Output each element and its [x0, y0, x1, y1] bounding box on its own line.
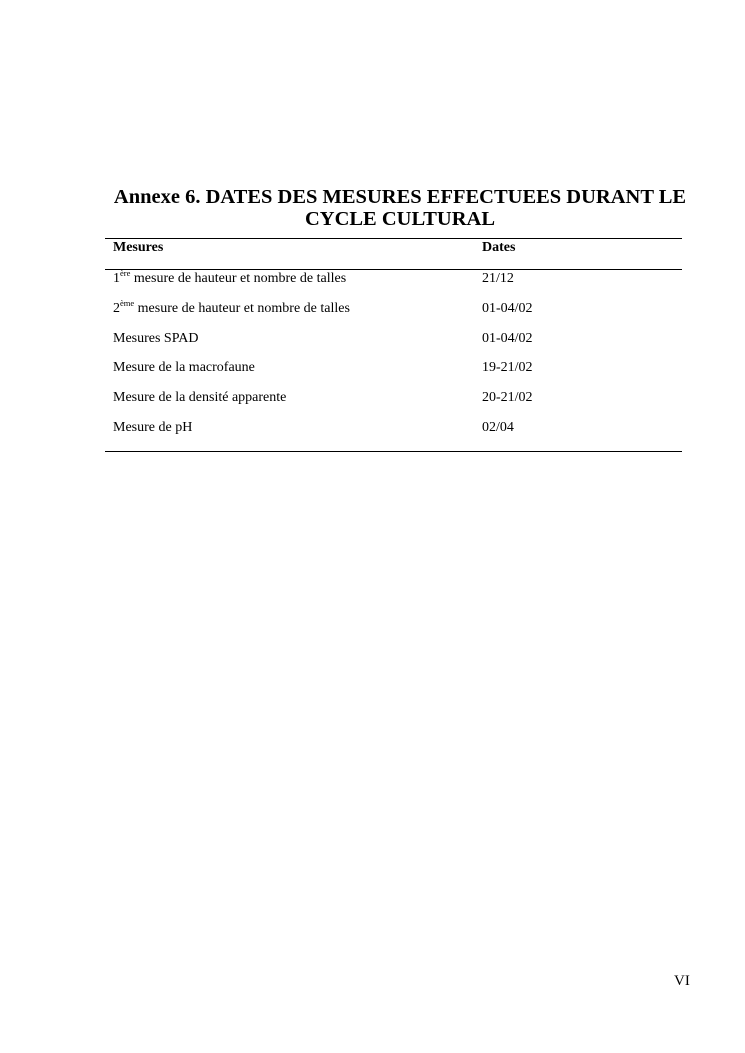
measure-cell: Mesures SPAD [113, 330, 199, 346]
measure-cell: Mesure de pH [113, 419, 193, 435]
table-row [105, 389, 682, 419]
measure-cell: Mesure de la macrofaune [113, 360, 255, 376]
table-row [105, 330, 682, 360]
measure-prefix: 1 [113, 271, 120, 286]
annex-title-line-2: CYCLE CULTURAL [304, 208, 496, 230]
header-dates: Dates [482, 240, 516, 255]
measure-text: mesure de hauteur et nombre de talles [130, 271, 347, 286]
measure-cell [113, 297, 350, 317]
date-cell: 21/12 [482, 271, 514, 286]
measure-superscript: ère [120, 268, 131, 278]
table-header-row [105, 239, 682, 270]
measure-text: mesure de hauteur et nombre de talles [134, 300, 350, 316]
date-cell: 01-04/02 [482, 330, 533, 346]
date-cell: 01-04/02 [482, 300, 533, 316]
date-cell: 02/04 [482, 419, 514, 435]
measurement-dates-table [105, 238, 682, 452]
table-row [105, 270, 682, 300]
table-row [105, 297, 682, 330]
page-number: VI [674, 973, 690, 989]
header-measures: Mesures [113, 240, 164, 255]
table-row [105, 359, 682, 389]
measure-superscript: ème [120, 297, 135, 308]
measure-prefix: 2 [113, 300, 120, 316]
measure-cell: Mesure de la densité apparente [113, 390, 287, 406]
date-cell: 19-21/02 [482, 360, 533, 376]
date-cell: 20-21/02 [482, 390, 533, 406]
annex-title [105, 186, 695, 230]
measure-cell [113, 268, 347, 287]
annex-title-line-1: Annexe 6. DATES DES MESURES EFFECTUEES DURANT LE [113, 186, 687, 208]
table-row [105, 419, 682, 451]
